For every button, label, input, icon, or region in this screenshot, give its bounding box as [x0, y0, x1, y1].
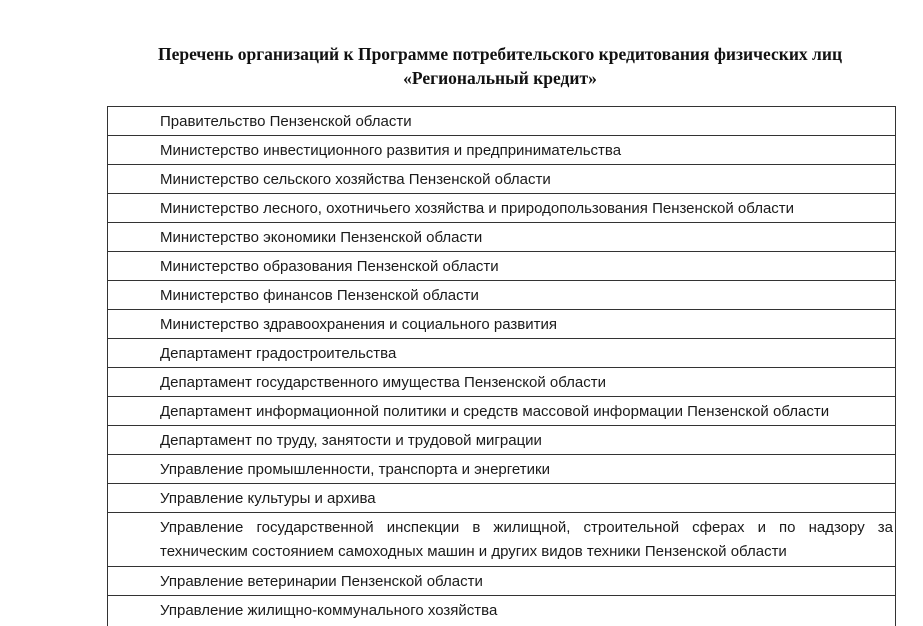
table-row: Управление ветеринарии Пензенской области: [108, 567, 895, 596]
table-row: Департамент информационной политики и средств массовой информации Пензенской области: [108, 397, 895, 426]
document-title-line-1: Перечень организаций к Программе потребительского кредитования физических лиц: [157, 44, 843, 64]
table-row: Министерство образования Пензенской области: [108, 252, 895, 281]
table-row: Управление жилищно-коммунального хозяйства: [160, 602, 498, 619]
table-row: Правительство Пензенской области: [108, 107, 895, 136]
document-title: [60, 42, 923, 90]
document-title-line-2: «Региональный кредит»: [403, 68, 597, 88]
table-row: Департамент государственного имущества Пензенской области: [108, 368, 895, 397]
table-row: Управление промышленности, транспорта и энергетики: [108, 455, 895, 484]
table-row: Управление культуры и архива: [108, 484, 895, 513]
table-row: Министерство лесного, охотничьего хозяйства и природопользования Пензенской области: [108, 194, 895, 223]
table-row: Министерство экономики Пензенской области: [108, 223, 895, 252]
table-row: Министерство сельского хозяйства Пензенской области: [108, 165, 895, 194]
table-row: Министерство здравоохранения и социального развития: [108, 310, 895, 339]
table-row: Департамент по труду, занятости и трудовой миграции: [108, 426, 895, 455]
table-row: Управление государственной инспекции в жилищной, строительной сферах и по надзору за техническим состоянием самоходных машин и других видов техники Пензенской области: [108, 513, 895, 567]
table-row: Министерство финансов Пензенской области: [108, 281, 895, 310]
table-row: Министерство инвестиционного развития и предпринимательства: [108, 136, 895, 165]
table-row: Департамент градостроительства: [108, 339, 895, 368]
organizations-table: [107, 106, 896, 626]
